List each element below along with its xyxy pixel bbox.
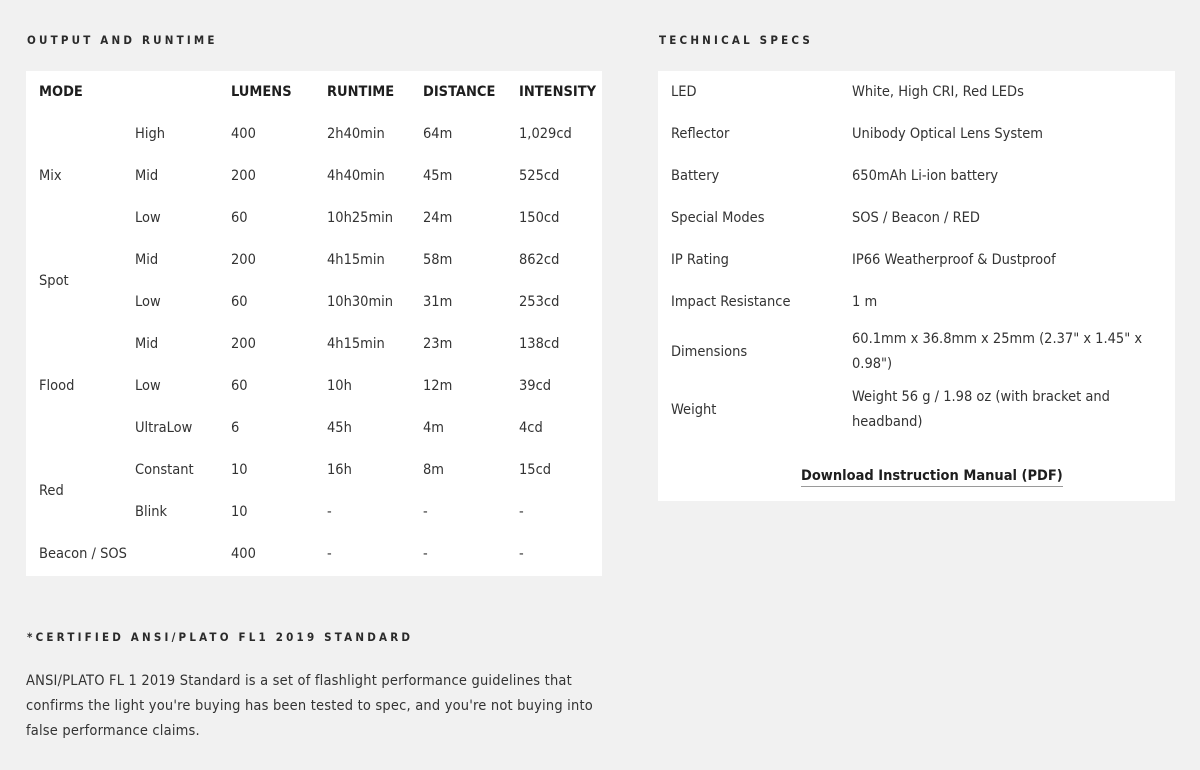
runtime-cell: 10h30min [327, 294, 394, 310]
spec-value: 1 m [852, 294, 878, 310]
intensity-cell: - [519, 546, 524, 562]
distance-cell: 64m [423, 126, 453, 142]
level-cell: Low [135, 294, 161, 310]
spec-row-impact-resistance [658, 281, 1175, 323]
spec-label: Reflector [671, 126, 730, 142]
runtime-cell: 2h40min [327, 126, 385, 142]
intensity-cell: 150cd [519, 210, 560, 226]
distance-cell: 23m [423, 336, 453, 352]
runtime-cell: 4h15min [327, 336, 385, 352]
distance-cell: 58m [423, 252, 453, 268]
output-runtime-heading: OUTPUT AND RUNTIME [27, 33, 218, 47]
lumens-cell: 400 [231, 126, 256, 142]
distance-cell: 45m [423, 168, 453, 184]
spec-row-battery [658, 155, 1175, 197]
spec-value: SOS / Beacon / RED [852, 210, 980, 226]
distance-cell: 4m [423, 420, 445, 436]
col-header-mode: MODE [39, 84, 83, 100]
spec-row-reflector [658, 113, 1175, 155]
download-manual-link[interactable]: Download Instruction Manual (PDF) [801, 468, 1063, 487]
mode-group-red: Red [39, 483, 64, 499]
spec-label: Dimensions [671, 344, 748, 360]
intensity-cell: 1,029cd [519, 126, 572, 142]
level-cell: Blink [135, 504, 168, 520]
runtime-cell: 45h [327, 420, 352, 436]
table-row [26, 113, 602, 155]
mode-group-flood: Flood [39, 378, 75, 394]
mode-group-mix: Mix [39, 168, 62, 184]
distance-cell: - [423, 504, 428, 520]
spec-label: Battery [671, 168, 720, 184]
spec-row-dimensions [658, 323, 1175, 381]
spec-row-ip-rating [658, 239, 1175, 281]
col-header-lumens: LUMENS [231, 84, 292, 100]
lumens-cell: 60 [231, 378, 248, 394]
mode-group-beacon-sos: Beacon / SOS [39, 546, 127, 562]
level-cell: Mid [135, 168, 159, 184]
output-runtime-panel [26, 71, 602, 576]
output-runtime-table [26, 71, 602, 575]
spec-label: Weight [671, 402, 717, 418]
runtime-cell: 10h [327, 378, 352, 394]
intensity-cell: - [519, 504, 524, 520]
col-header-level [122, 71, 218, 113]
spec-value: IP66 Weatherproof & Dustproof [852, 252, 1056, 268]
level-cell: High [135, 126, 165, 142]
level-cell: UltraLow [135, 420, 193, 436]
intensity-cell: 4cd [519, 420, 543, 436]
lumens-cell: 200 [231, 252, 256, 268]
level-cell: Low [135, 210, 161, 226]
level-cell: Mid [135, 336, 159, 352]
lumens-cell: 60 [231, 210, 248, 226]
lumens-cell: 10 [231, 462, 248, 478]
technical-specs-heading: TECHNICAL SPECS [659, 33, 814, 47]
mode-group-spot: Spot [39, 273, 69, 289]
distance-cell: 24m [423, 210, 453, 226]
spec-label: LED [671, 84, 697, 100]
spec-row-weight [658, 381, 1175, 439]
runtime-cell: 16h [327, 462, 352, 478]
distance-cell: 8m [423, 462, 445, 478]
distance-cell: 31m [423, 294, 453, 310]
spec-value: 650mAh Li-ion battery [852, 168, 999, 184]
spec-label: IP Rating [671, 252, 729, 268]
runtime-cell: 10h25min [327, 210, 394, 226]
ansi-certified-heading: *CERTIFIED ANSI/PLATO FL1 2019 STANDARD [27, 630, 414, 644]
spec-value: White, High CRI, Red LEDs [852, 84, 1024, 100]
lumens-cell: 60 [231, 294, 248, 310]
lumens-cell: 200 [231, 168, 256, 184]
runtime-cell: - [327, 504, 332, 520]
lumens-cell: 10 [231, 504, 248, 520]
lumens-cell: 200 [231, 336, 256, 352]
intensity-cell: 525cd [519, 168, 560, 184]
table-header-row [26, 71, 602, 113]
spec-value: Weight 56 g / 1.98 oz (with bracket and headband) [852, 389, 1110, 430]
runtime-cell: - [327, 546, 332, 562]
spec-value: Unibody Optical Lens System [852, 126, 1043, 142]
spec-label: Special Modes [671, 210, 765, 226]
spec-value: 60.1mm x 36.8mm x 25mm (2.37" x 1.45" x 0.98") [852, 331, 1143, 372]
ansi-description: ANSI/PLATO FL 1 2019 Standard is a set of flashlight performance guidelines that confirms the light you're buying has been tested to spec, and you're not buying into false performance claims. [26, 673, 593, 739]
intensity-cell: 253cd [519, 294, 560, 310]
technical-specs-table [658, 71, 1175, 439]
level-cell: Low [135, 378, 161, 394]
table-row [26, 533, 602, 575]
lumens-cell: 400 [231, 546, 256, 562]
col-header-runtime: RUNTIME [327, 84, 395, 100]
level-cell: Mid [135, 252, 159, 268]
level-cell: Constant [135, 462, 194, 478]
col-header-distance: DISTANCE [423, 84, 496, 100]
lumens-cell: 6 [231, 420, 240, 436]
technical-specs-panel [658, 71, 1175, 501]
runtime-cell: 4h40min [327, 168, 385, 184]
intensity-cell: 138cd [519, 336, 560, 352]
table-row [26, 323, 602, 365]
spec-row-special-modes [658, 197, 1175, 239]
intensity-cell: 15cd [519, 462, 552, 478]
intensity-cell: 39cd [519, 378, 552, 394]
spec-label: Impact Resistance [671, 294, 791, 310]
col-header-intensity: INTENSITY [519, 84, 597, 100]
table-row [26, 239, 602, 281]
table-row [26, 449, 602, 491]
intensity-cell: 862cd [519, 252, 560, 268]
spec-row-led [658, 71, 1175, 113]
distance-cell: 12m [423, 378, 453, 394]
runtime-cell: 4h15min [327, 252, 385, 268]
distance-cell: - [423, 546, 428, 562]
